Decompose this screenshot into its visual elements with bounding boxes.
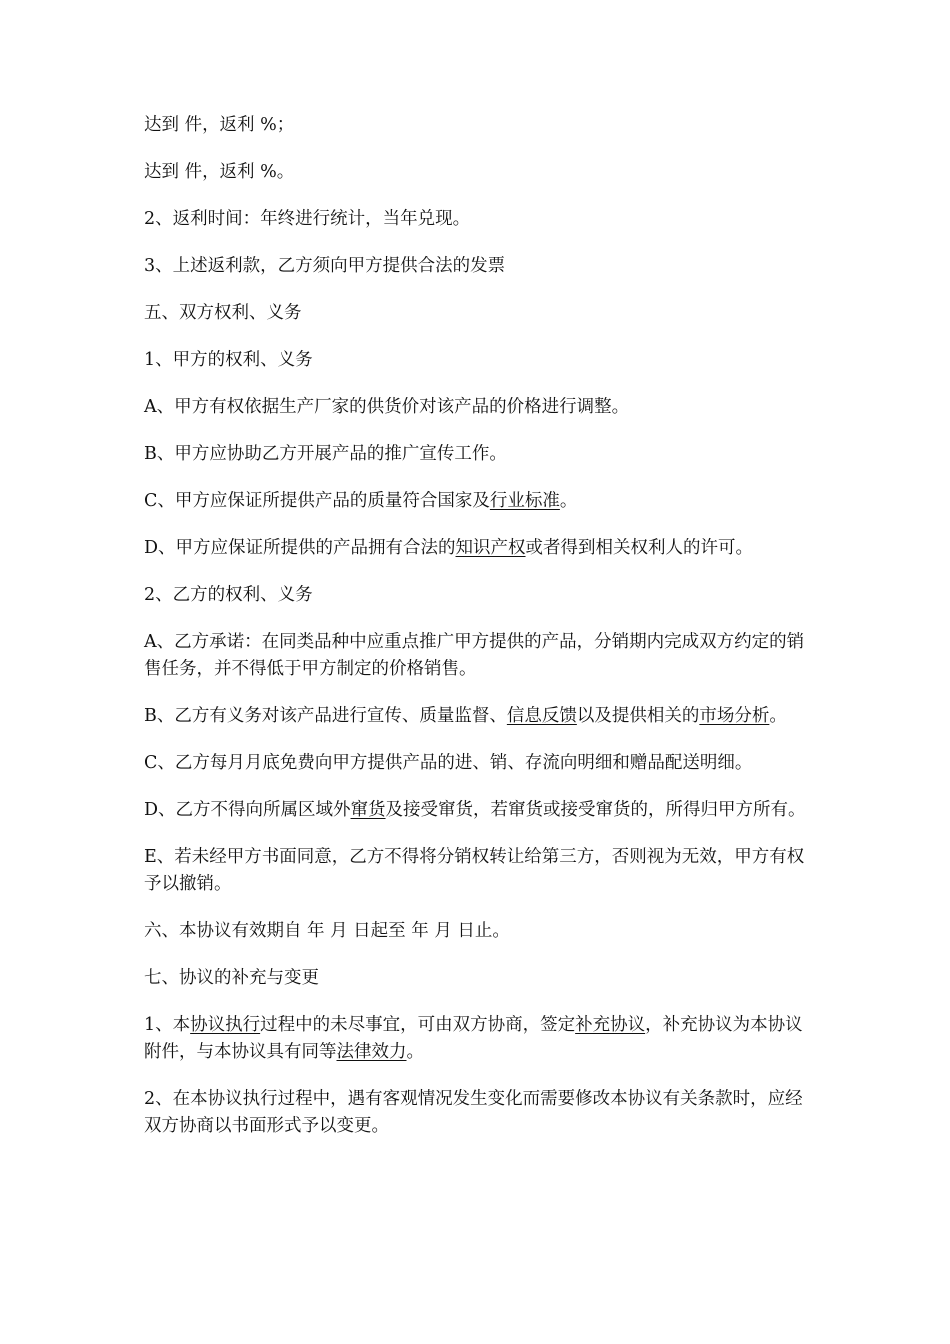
paragraph-text: C、甲方应保证所提供产品的质量符合国家及 bbox=[144, 491, 490, 511]
paragraph bbox=[144, 488, 808, 515]
paragraph bbox=[144, 253, 808, 280]
paragraph bbox=[144, 535, 808, 562]
paragraph-text: 。 bbox=[769, 706, 787, 726]
paragraph bbox=[144, 965, 808, 992]
paragraph-text: D、甲方应保证所提供的产品拥有合法的 bbox=[144, 538, 456, 558]
linked-term[interactable]: 补充协议 bbox=[575, 1015, 646, 1035]
paragraph-text: 3、上述返利款，乙方须向甲方提供合法的发票 bbox=[144, 256, 506, 276]
paragraph-text: ，补充协议为本协议附件，与本协议具有同等 bbox=[144, 1015, 803, 1062]
paragraph-text: 2、乙方的权利、义务 bbox=[144, 585, 313, 605]
linked-term[interactable]: 市场分析 bbox=[699, 706, 770, 726]
paragraph bbox=[144, 844, 808, 898]
paragraph bbox=[144, 159, 808, 186]
paragraph-text: 2、返利时间：年终进行统计，当年兑现。 bbox=[144, 209, 471, 229]
paragraph-text: A、甲方有权依据生产厂家的供货价对该产品的价格进行调整。 bbox=[144, 397, 630, 417]
paragraph bbox=[144, 918, 808, 945]
paragraph bbox=[144, 582, 808, 609]
paragraph-text: 2、在本协议执行过程中，遇有客观情况发生变化而需要修改本协议有关条款时，应经双方协商以书面形式予以变更。 bbox=[144, 1089, 803, 1136]
paragraph-text: 以及提供相关的 bbox=[576, 706, 700, 726]
paragraph bbox=[144, 1012, 808, 1066]
paragraph-text: 达到 件，返利 %。 bbox=[144, 162, 295, 182]
paragraph-text: D、乙方不得向所属区域外 bbox=[144, 800, 351, 820]
paragraph bbox=[144, 441, 808, 468]
paragraph-text: C、乙方每月月底免费向甲方提供产品的进、销、存流向明细和赠品配送明细。 bbox=[144, 753, 753, 773]
paragraph bbox=[144, 1086, 808, 1140]
paragraph bbox=[144, 300, 808, 327]
linked-term[interactable]: 知识产权 bbox=[455, 538, 526, 558]
paragraph bbox=[144, 703, 808, 730]
paragraph-text: 五、双方权利、义务 bbox=[144, 303, 302, 323]
paragraph-text: 1、本 bbox=[144, 1015, 191, 1035]
document-body bbox=[144, 112, 808, 1160]
paragraph-text: B、甲方应协助乙方开展产品的推广宣传工作。 bbox=[144, 444, 507, 464]
paragraph-text: 。 bbox=[406, 1042, 424, 1062]
paragraph-text: 过程中的未尽事宜，可由双方协商，签定 bbox=[260, 1015, 576, 1035]
paragraph-text: E、若未经甲方书面同意，乙方不得将分销权转让给第三方，否则视为无效，甲方有权予以撤销。 bbox=[144, 847, 805, 894]
paragraph bbox=[144, 394, 808, 421]
paragraph bbox=[144, 112, 808, 139]
linked-term[interactable]: 窜货 bbox=[350, 800, 386, 820]
paragraph-text: 。 bbox=[559, 491, 578, 511]
linked-term[interactable]: 法律效力 bbox=[336, 1042, 407, 1062]
linked-term[interactable]: 行业标准 bbox=[489, 491, 560, 511]
paragraph bbox=[144, 750, 808, 777]
paragraph-text: 七、协议的补充与变更 bbox=[144, 968, 319, 988]
paragraph-text: 六、本协议有效期自 年 月 日起至 年 月 日止。 bbox=[144, 921, 510, 941]
paragraph-text: 或者得到相关权利人的许可。 bbox=[525, 538, 754, 558]
paragraph bbox=[144, 797, 808, 824]
paragraph bbox=[144, 206, 808, 233]
paragraph-text: A、乙方承诺：在同类品种中应重点推广甲方提供的产品，分销期内完成双方约定的销售任务，并不得低于甲方制定的价格销售。 bbox=[144, 632, 805, 679]
paragraph bbox=[144, 347, 808, 374]
linked-term[interactable]: 协议执行 bbox=[190, 1015, 261, 1035]
paragraph-text: 达到 件，返利 %； bbox=[144, 115, 295, 135]
linked-term[interactable]: 信息反馈 bbox=[506, 706, 577, 726]
paragraph-text: B、乙方有义务对该产品进行宣传、质量监督、 bbox=[144, 706, 507, 726]
paragraph-text: 1、甲方的权利、义务 bbox=[144, 350, 313, 370]
paragraph-text: 及接受窜货，若窜货或接受窜货的，所得归甲方所有。 bbox=[385, 800, 806, 820]
paragraph bbox=[144, 629, 808, 683]
